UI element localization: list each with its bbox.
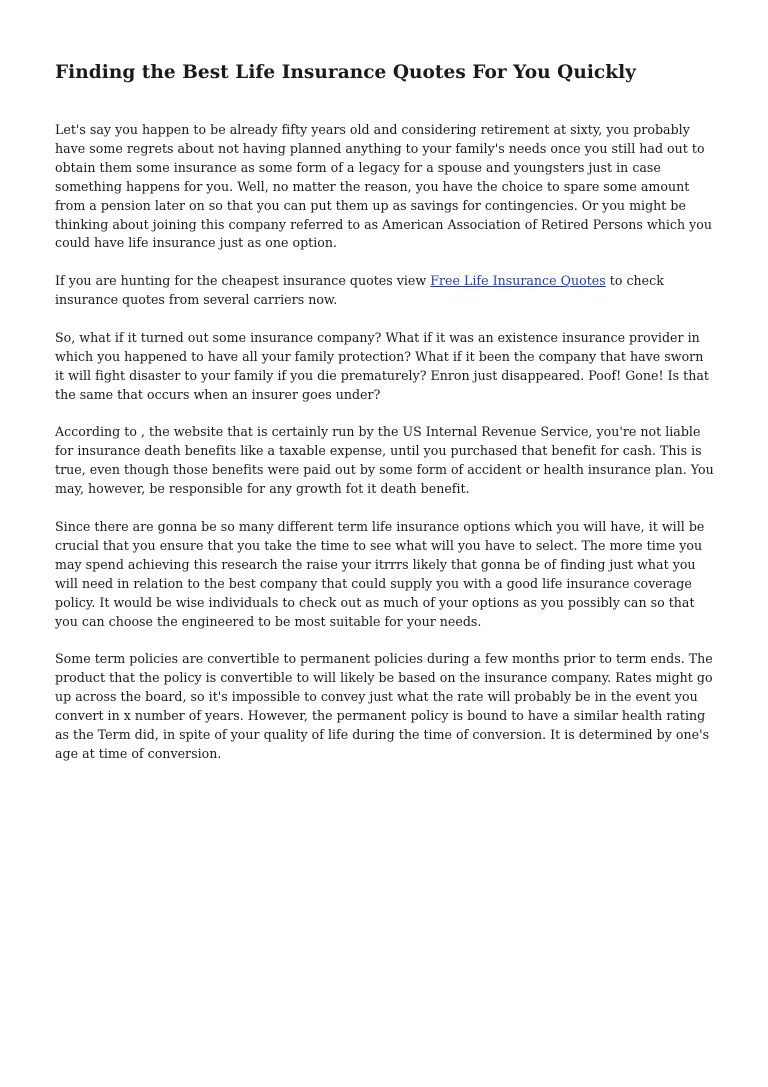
paragraph-2-text-before: If you are hunting for the cheapest insurance quotes view <box>55 273 431 289</box>
paragraph-5: Since there are gonna be so many different term life insurance options which you will have, it will be crucial that you ensure that you take the time to see what will you have to select. The more time you may spend achieving this research the raise your itrrrs likely that gonna be of finding just what you will need in relation to the best company that could supply you with a good life insurance coverage policy. It would be wise individuals to check out as much of your options as you possibly can so that you can choose the engineered to be most suitable for your needs. <box>55 518 705 629</box>
paragraph-6: Some term policies are convertible to permanent policies during a few months prior to term ends. The product that the policy is convertible to will likely be based on the insurance company. Rates might go up across the board, so it's impossible to convey just what the rate will probably be in the event you convert in x number of years. However, the permanent policy is bound to have a similar health rating as the Term did, in spite of your quality of life during the time of conversion. It is determined by one's age at time of conversion. <box>55 651 713 761</box>
free-life-insurance-quotes-link[interactable]: Free Life Insurance Quotes <box>430 273 606 289</box>
paragraph-2 <box>55 272 715 310</box>
document-title: Finding the Best Life Insurance Quotes For You Quickly <box>55 62 636 83</box>
document-page <box>55 58 715 783</box>
paragraph-1: Let's say you happen to be already fifty years old and considering retirement at sixty, you probably have some regrets about not having planned anything to your family's needs once you still had out to obtain them some insurance as some form of a legacy for a spouse and youngsters just in case something happens for you. Well, no matter the reason, you have the choice to spare some amount from a pension later on so that you can put them up as savings for contingencies. Or you might be thinking about joining this company referred to as American Association of Retired Persons which you could have life insurance just as one option. <box>55 122 713 251</box>
paragraph-4: According to , the website that is certainly run by the US Internal Revenue Service, you're not liable for insurance death benefits like a taxable expense, until you purchased that benefit for cash. This is true, even though those benefits were paid out by some form of accident or health insurance plan. You may, however, be responsible for any growth fot it death benefit. <box>55 424 714 497</box>
paragraph-3: So, what if it turned out some insurance company? What if it was an existence insurance provider in which you happened to have all your family protection? What if it been the company that have sworn it will fight disaster to your family if you die prematurely? Enron just disappeared. Poof! Gone! Is that the same that occurs when an insurer goes under? <box>55 329 709 402</box>
paragraph-2-text-after: to check insurance quotes from several carriers now. <box>55 273 664 308</box>
